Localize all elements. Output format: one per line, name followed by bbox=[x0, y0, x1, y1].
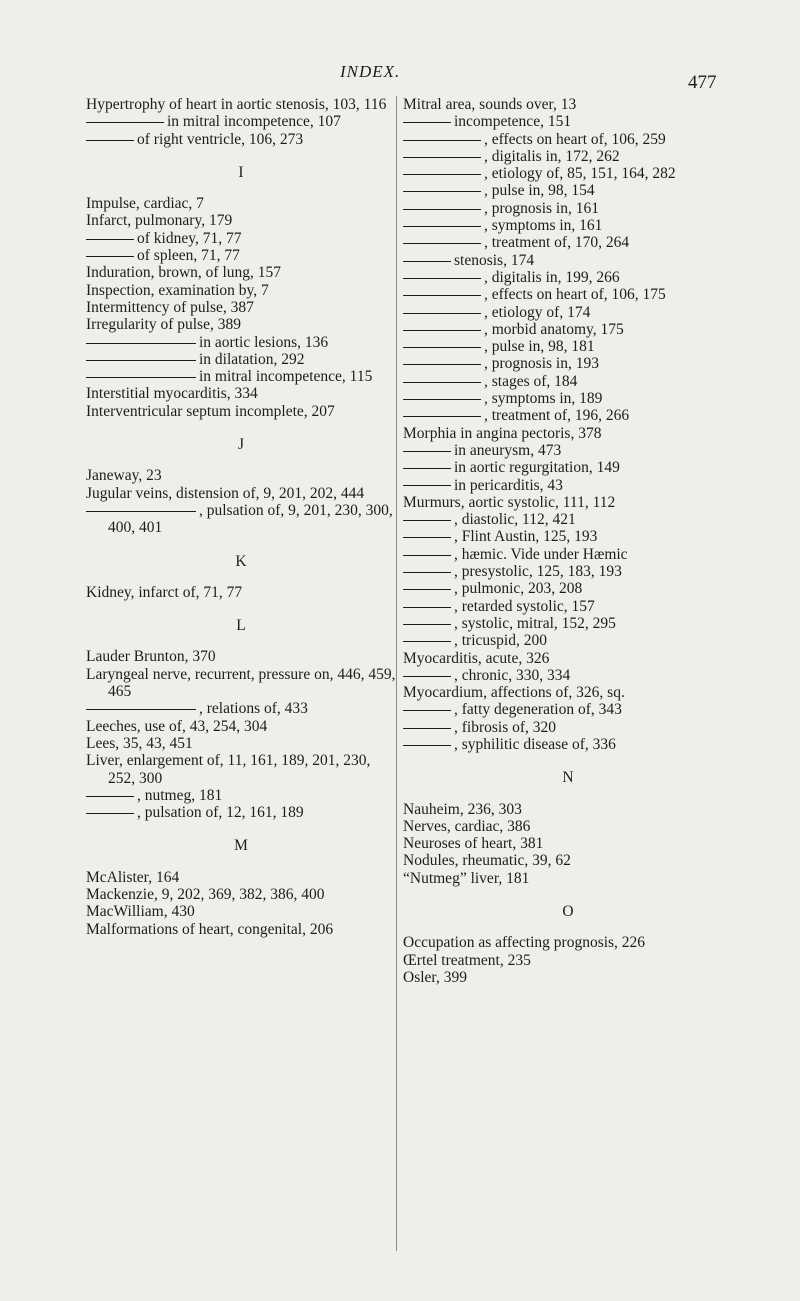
index-entry bbox=[403, 952, 733, 969]
entry-text: , syphilitic disease of, 336 bbox=[454, 735, 616, 753]
entry-text: in mitral incompetence, 107 bbox=[167, 113, 341, 131]
entry-text: , presystolic, 125, 183, 193 bbox=[454, 563, 622, 581]
entry-text: , chronic, 330, 334 bbox=[454, 666, 571, 684]
entry-text: , hæmic. Vide under Hæmic bbox=[454, 545, 628, 563]
index-subentry bbox=[86, 368, 396, 385]
entry-text: Myocarditis, acute, 326 bbox=[403, 649, 550, 667]
section-letter: O bbox=[562, 903, 574, 921]
entry-text: Interventricular septum incomplete, 207 bbox=[86, 402, 335, 420]
repeat-dash bbox=[403, 382, 481, 383]
entry-text: Occupation as affecting prognosis, 226 bbox=[403, 934, 646, 952]
column-divider bbox=[396, 96, 397, 1251]
entry-text: Leeches, use of, 43, 254, 304 bbox=[86, 717, 268, 735]
index-subentry bbox=[403, 286, 733, 303]
entry-text: Intermittency of pulse, 387 bbox=[86, 298, 254, 316]
repeat-dash bbox=[86, 239, 134, 240]
entry-text: Malformations of heart, congenital, 206 bbox=[86, 920, 334, 938]
index-entry bbox=[86, 467, 396, 484]
repeat-dash bbox=[403, 399, 481, 400]
repeat-dash bbox=[403, 191, 481, 192]
repeat-dash bbox=[86, 360, 196, 361]
entry-text: in aortic regurgitation, 149 bbox=[454, 459, 620, 477]
index-entry bbox=[403, 969, 733, 986]
entry-text: Janeway, 23 bbox=[86, 467, 162, 485]
repeat-dash bbox=[403, 157, 481, 158]
index-subentry bbox=[403, 580, 733, 597]
index-subentry bbox=[403, 148, 733, 165]
index-entry bbox=[86, 385, 396, 402]
entry-text: Jugular veins, distension of, 9, 201, 202, 444 bbox=[86, 484, 365, 502]
entry-text: Impulse, cardiac, 7 bbox=[86, 195, 204, 213]
repeat-dash bbox=[403, 520, 451, 521]
index-subentry bbox=[403, 131, 733, 148]
entry-text: , diastolic, 112, 421 bbox=[454, 511, 576, 529]
entry-text: , pulsation of, 9, 201, 230, 300, 400, 401 bbox=[108, 501, 393, 537]
entry-text: , morbid anatomy, 175 bbox=[484, 320, 624, 338]
index-subentry bbox=[86, 700, 396, 717]
index-entry bbox=[403, 801, 733, 818]
index-entry bbox=[86, 96, 396, 113]
repeat-dash bbox=[403, 745, 451, 746]
index-subentry bbox=[403, 269, 733, 286]
repeat-dash bbox=[403, 174, 481, 175]
page-number: 477 bbox=[688, 72, 717, 93]
index-subentry bbox=[86, 804, 396, 821]
entry-text: , fibrosis of, 320 bbox=[454, 718, 557, 736]
entry-text: , treatment of, 196, 266 bbox=[484, 407, 630, 425]
index-column-right bbox=[403, 96, 733, 986]
entry-text: , systolic, mitral, 152, 295 bbox=[454, 614, 616, 632]
section-letter: K bbox=[235, 552, 247, 570]
repeat-dash bbox=[403, 710, 451, 711]
entry-text: Osler, 399 bbox=[403, 968, 467, 986]
index-subentry bbox=[86, 247, 396, 264]
index-entry bbox=[86, 584, 396, 601]
section-letter: L bbox=[236, 617, 246, 635]
index-subentry bbox=[403, 217, 733, 234]
repeat-dash bbox=[403, 537, 451, 538]
index-subentry bbox=[403, 459, 733, 476]
index-subentry bbox=[403, 701, 733, 718]
index-entry bbox=[403, 818, 733, 835]
repeat-dash bbox=[403, 261, 451, 262]
repeat-dash bbox=[403, 295, 481, 296]
index-entry bbox=[86, 921, 396, 938]
entry-text: MacWilliam, 430 bbox=[86, 903, 195, 921]
entry-text: , pulse in, 98, 154 bbox=[484, 182, 595, 200]
index-subentry bbox=[403, 321, 733, 338]
entry-text: , etiology of, 174 bbox=[484, 303, 591, 321]
index-entry bbox=[403, 870, 733, 887]
index-entry bbox=[403, 852, 733, 869]
repeat-dash bbox=[403, 416, 481, 417]
entry-text: Nerves, cardiac, 386 bbox=[403, 817, 531, 835]
entry-text: , pulsation of, 12, 161, 189 bbox=[137, 804, 304, 822]
entry-text: Lauder Brunton, 370 bbox=[86, 648, 216, 666]
index-entry bbox=[403, 934, 733, 951]
index-entry bbox=[86, 212, 396, 229]
section-letter: M bbox=[234, 837, 248, 855]
index-subentry bbox=[86, 502, 396, 537]
repeat-dash bbox=[403, 364, 481, 365]
index-entry bbox=[86, 195, 396, 212]
entry-text: Neuroses of heart, 381 bbox=[403, 835, 544, 853]
entry-text: , symptoms in, 189 bbox=[484, 390, 603, 408]
repeat-dash bbox=[86, 511, 196, 512]
entry-text: Inspection, examination by, 7 bbox=[86, 281, 269, 299]
index-subentry bbox=[86, 787, 396, 804]
index-subentry bbox=[86, 230, 396, 247]
index-subentry bbox=[403, 373, 733, 390]
repeat-dash bbox=[403, 572, 451, 573]
index-subentry bbox=[86, 131, 396, 148]
entry-text: Nodules, rheumatic, 39, 62 bbox=[403, 852, 571, 870]
entry-text: , treatment of, 170, 264 bbox=[484, 234, 630, 252]
index-entry bbox=[86, 403, 396, 420]
entry-text: of kidney, 71, 77 bbox=[137, 229, 242, 247]
repeat-dash bbox=[403, 641, 451, 642]
index-subentry bbox=[403, 719, 733, 736]
index-subentry bbox=[403, 615, 733, 632]
index-subentry bbox=[403, 528, 733, 545]
repeat-dash bbox=[403, 347, 481, 348]
entry-text: , stages of, 184 bbox=[484, 372, 578, 390]
entry-text: Morphia in angina pectoris, 378 bbox=[403, 424, 602, 442]
entry-text: Myocardium, affections of, 326, sq. bbox=[403, 684, 625, 702]
repeat-dash bbox=[403, 243, 481, 244]
index-subentry bbox=[403, 200, 733, 217]
entry-text: Induration, brown, of lung, 157 bbox=[86, 264, 282, 282]
index-entry bbox=[86, 718, 396, 735]
index-subentry bbox=[403, 182, 733, 199]
repeat-dash bbox=[86, 813, 134, 814]
entry-text: “Nutmeg” liver, 181 bbox=[403, 869, 530, 887]
index-entry bbox=[403, 684, 733, 701]
index-entry bbox=[86, 903, 396, 920]
entry-text: , prognosis in, 193 bbox=[484, 355, 599, 373]
index-subentry bbox=[403, 563, 733, 580]
index-subentry bbox=[403, 477, 733, 494]
index-subentry bbox=[403, 390, 733, 407]
entry-text: of right ventricle, 106, 273 bbox=[137, 130, 304, 148]
index-subentry bbox=[403, 234, 733, 251]
repeat-dash bbox=[403, 140, 481, 141]
entry-text: Hypertrophy of heart in aortic stenosis, 103, 116 bbox=[86, 96, 387, 113]
entry-text: , fatty degeneration of, 343 bbox=[454, 701, 622, 719]
index-subentry bbox=[403, 632, 733, 649]
section-letter: N bbox=[562, 769, 574, 787]
repeat-dash bbox=[403, 122, 451, 123]
index-entry bbox=[86, 752, 396, 787]
entry-text: stenosis, 174 bbox=[454, 251, 535, 269]
index-entry bbox=[86, 648, 396, 665]
repeat-dash bbox=[86, 343, 196, 344]
entry-text: Nauheim, 236, 303 bbox=[403, 800, 522, 818]
entry-text: , retarded systolic, 157 bbox=[454, 597, 595, 615]
repeat-dash bbox=[403, 313, 481, 314]
index-entry bbox=[86, 735, 396, 752]
index-entry bbox=[86, 886, 396, 903]
repeat-dash bbox=[403, 676, 451, 677]
repeat-dash bbox=[403, 468, 451, 469]
index-column-left bbox=[86, 96, 396, 938]
repeat-dash bbox=[86, 796, 134, 797]
index-entry bbox=[403, 96, 733, 113]
index-entry bbox=[86, 316, 396, 333]
entry-text: , effects on heart of, 106, 175 bbox=[484, 286, 666, 304]
entry-text: , Flint Austin, 125, 193 bbox=[454, 528, 598, 546]
repeat-dash bbox=[403, 209, 481, 210]
repeat-dash bbox=[86, 122, 164, 123]
index-subentry bbox=[403, 113, 733, 130]
entry-text: , effects on heart of, 106, 259 bbox=[484, 130, 666, 148]
entry-text: , relations of, 433 bbox=[199, 700, 308, 718]
entry-text: , etiology of, 85, 151, 164, 282 bbox=[484, 165, 676, 183]
index-subentry bbox=[403, 252, 733, 269]
repeat-dash bbox=[403, 451, 451, 452]
section-letter: J bbox=[237, 436, 245, 454]
index-entry bbox=[86, 264, 396, 281]
entry-text: in pericarditis, 43 bbox=[454, 476, 563, 494]
index-entry bbox=[86, 485, 396, 502]
index-subentry bbox=[403, 165, 733, 182]
repeat-dash bbox=[403, 728, 451, 729]
entry-text: Kidney, infarct of, 71, 77 bbox=[86, 583, 243, 601]
entry-text: , symptoms in, 161 bbox=[484, 217, 603, 235]
entry-text: Œrtel treatment, 235 bbox=[403, 951, 531, 969]
repeat-dash bbox=[403, 485, 451, 486]
repeat-dash bbox=[403, 624, 451, 625]
index-entry bbox=[86, 666, 396, 701]
entry-text: in mitral incompetence, 115 bbox=[199, 368, 373, 386]
repeat-dash bbox=[403, 589, 451, 590]
repeat-dash bbox=[403, 278, 481, 279]
repeat-dash bbox=[86, 256, 134, 257]
index-entry bbox=[403, 650, 733, 667]
entry-text: Infarct, pulmonary, 179 bbox=[86, 212, 233, 230]
index-subentry bbox=[403, 667, 733, 684]
entry-text: Mitral area, sounds over, 13 bbox=[403, 96, 577, 113]
index-subentry bbox=[86, 351, 396, 368]
entry-text: McAlister, 164 bbox=[86, 868, 180, 886]
entry-text: Interstitial myocarditis, 334 bbox=[86, 385, 258, 403]
index-subentry bbox=[403, 736, 733, 753]
entry-text: incompetence, 151 bbox=[454, 113, 572, 131]
index-subentry bbox=[86, 113, 396, 130]
repeat-dash bbox=[403, 226, 481, 227]
index-entry bbox=[403, 425, 733, 442]
index-subentry bbox=[403, 407, 733, 424]
entry-text: , pulmonic, 203, 208 bbox=[454, 580, 583, 598]
entry-text: in dilatation, 292 bbox=[199, 350, 305, 368]
index-subentry bbox=[403, 304, 733, 321]
entry-text: Lees, 35, 43, 451 bbox=[86, 734, 193, 752]
index-subentry bbox=[403, 338, 733, 355]
index-subentry bbox=[86, 334, 396, 351]
index-subentry bbox=[403, 511, 733, 528]
entry-text: Irregularity of pulse, 389 bbox=[86, 316, 241, 334]
repeat-dash bbox=[86, 140, 134, 141]
entry-text: Mackenzie, 9, 202, 369, 382, 386, 400 bbox=[86, 885, 325, 903]
entry-text: , digitalis in, 199, 266 bbox=[484, 268, 620, 286]
repeat-dash bbox=[86, 709, 196, 710]
entry-text: , tricuspid, 200 bbox=[454, 632, 547, 650]
index-entry bbox=[403, 835, 733, 852]
index-entry bbox=[86, 869, 396, 886]
entry-text: , digitalis in, 172, 262 bbox=[484, 147, 620, 165]
entry-text: in aneurysm, 473 bbox=[454, 441, 562, 459]
entry-text: of spleen, 71, 77 bbox=[137, 247, 240, 265]
entry-text: , prognosis in, 161 bbox=[484, 199, 599, 217]
repeat-dash bbox=[403, 330, 481, 331]
index-subentry bbox=[403, 598, 733, 615]
index-entry bbox=[86, 299, 396, 316]
repeat-dash bbox=[403, 555, 451, 556]
entry-text: , pulse in, 98, 181 bbox=[484, 338, 595, 356]
repeat-dash bbox=[403, 607, 451, 608]
index-subentry bbox=[403, 355, 733, 372]
repeat-dash bbox=[86, 377, 196, 378]
section-letter: I bbox=[238, 163, 244, 181]
entry-text: Liver, enlargement of, 11, 161, 189, 201, 230, 252, 300 bbox=[86, 752, 371, 787]
index-entry bbox=[403, 494, 733, 511]
entry-text: Laryngeal nerve, recurrent, pressure on, 446, 459, 465 bbox=[86, 665, 396, 701]
index-entry bbox=[86, 282, 396, 299]
entry-text: Murmurs, aortic systolic, 111, 112 bbox=[403, 493, 616, 511]
running-head: INDEX. bbox=[340, 62, 401, 81]
entry-text: in aortic lesions, 136 bbox=[199, 333, 329, 351]
index-subentry bbox=[403, 442, 733, 459]
entry-text: , nutmeg, 181 bbox=[137, 786, 223, 804]
index-subentry bbox=[403, 546, 733, 563]
